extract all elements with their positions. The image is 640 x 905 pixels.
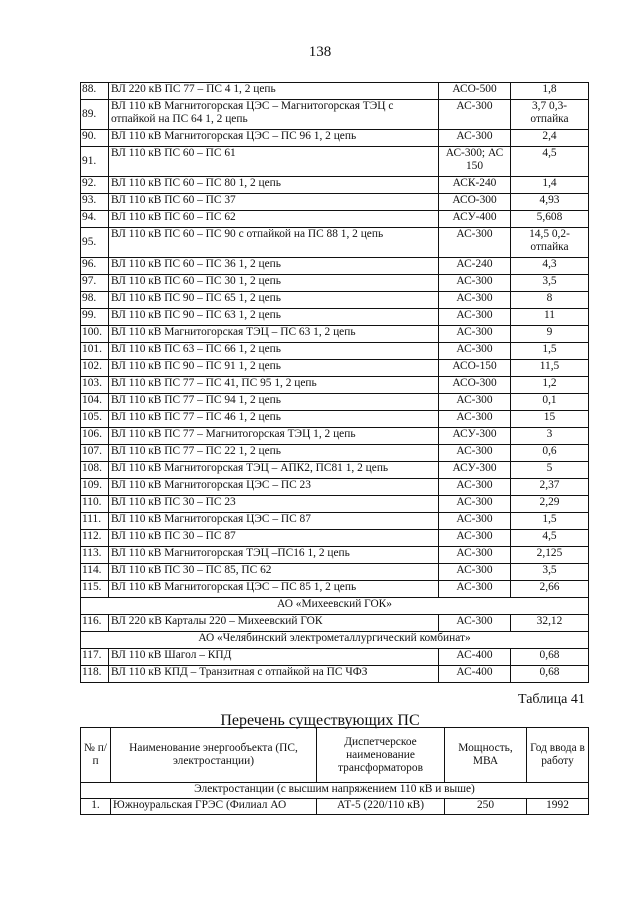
cell-wire: АС-300 bbox=[439, 130, 511, 147]
table-row bbox=[81, 343, 589, 360]
cell-name: ВЛ 110 кВ ПС 30 – ПС 23 bbox=[109, 496, 439, 513]
cell-wire: АС-300 bbox=[439, 343, 511, 360]
cell-name: ВЛ 110 кВ ПС 60 – ПС 80 1, 2 цепь bbox=[109, 177, 439, 194]
cell-name: ВЛ 110 кВ ПС 60 – ПС 37 bbox=[109, 194, 439, 211]
cell-num: 91. bbox=[81, 147, 109, 177]
substations-table bbox=[80, 727, 589, 815]
cell-length: 9 bbox=[511, 326, 589, 343]
cell-wire: АСУ-300 bbox=[439, 462, 511, 479]
table-row bbox=[81, 100, 589, 130]
cell-length: 3,7 0,3-отпайка bbox=[511, 100, 589, 130]
table-row bbox=[81, 411, 589, 428]
table-title: Перечень существующих ПС bbox=[220, 712, 420, 729]
cell-length: 4,5 bbox=[511, 147, 589, 177]
cell-name: ВЛ 220 кВ Карталы 220 – Михеевский ГОК bbox=[109, 615, 439, 632]
cell-name: ВЛ 110 кВ ПС 77 – ПС 94 1, 2 цепь bbox=[109, 394, 439, 411]
table-row bbox=[81, 547, 589, 564]
cell-length: 1,2 bbox=[511, 377, 589, 394]
cell-name: ВЛ 110 кВ ПС 90 – ПС 91 1, 2 цепь bbox=[109, 360, 439, 377]
cell-name: ВЛ 110 кВ ПС 77 – ПС 46 1, 2 цепь bbox=[109, 411, 439, 428]
cell-wire: АС-300 bbox=[439, 275, 511, 292]
cell-wire: АС-300 bbox=[439, 445, 511, 462]
table-row bbox=[81, 83, 589, 100]
cell-num: 89. bbox=[81, 100, 109, 130]
cell-wire: АС-300 bbox=[439, 411, 511, 428]
header-power: Мощность, МВА bbox=[445, 728, 527, 783]
cell-wire: АС-300 bbox=[439, 530, 511, 547]
cell-length: 2,125 bbox=[511, 547, 589, 564]
cell-name: Южноуральская ГРЭС (Филиал АО bbox=[111, 799, 317, 815]
table-row bbox=[81, 799, 589, 815]
cell-name: ВЛ 110 кВ ПС 77 – ПС 22 1, 2 цепь bbox=[109, 445, 439, 462]
table-row bbox=[81, 666, 589, 683]
table-row bbox=[81, 428, 589, 445]
power-lines-table bbox=[80, 82, 589, 683]
table-row bbox=[81, 326, 589, 343]
cell-name: ВЛ 110 кВ Магнитогорская ЦЭС – ПС 85 1, 2 цепь bbox=[109, 581, 439, 598]
cell-wire: АС-300 bbox=[439, 100, 511, 130]
cell-length: 3,5 bbox=[511, 564, 589, 581]
cell-name: ВЛ 110 кВ ПС 60 – ПС 62 bbox=[109, 211, 439, 228]
cell-name: ВЛ 110 кВ ПС 30 – ПС 85, ПС 62 bbox=[109, 564, 439, 581]
cell-num: 108. bbox=[81, 462, 109, 479]
cell-name: ВЛ 110 кВ Магнитогорская ТЭЦ –ПС16 1, 2 цепь bbox=[109, 547, 439, 564]
table-row bbox=[81, 445, 589, 462]
cell-wire: АСО-500 bbox=[439, 83, 511, 100]
cell-length: 3 bbox=[511, 428, 589, 445]
cell-num: 98. bbox=[81, 292, 109, 309]
cell-num: 90. bbox=[81, 130, 109, 147]
page-number: 138 bbox=[308, 44, 332, 60]
section-row bbox=[81, 598, 589, 615]
cell-wire: АСУ-400 bbox=[439, 211, 511, 228]
cell-name: ВЛ 110 кВ Шагол – КПД bbox=[109, 649, 439, 666]
cell-wire: АС-300 bbox=[439, 309, 511, 326]
cell-num: 92. bbox=[81, 177, 109, 194]
section-label: АО «Челябинский электрометаллургический комбинат» bbox=[81, 632, 589, 649]
cell-name: ВЛ 110 кВ Магнитогорская ТЭЦ – ПС 63 1, 2 цепь bbox=[109, 326, 439, 343]
cell-name: ВЛ 110 кВ Магнитогорская ТЭЦ – АПК2, ПС81 1, 2 цепь bbox=[109, 462, 439, 479]
table-row bbox=[81, 394, 589, 411]
table-row bbox=[81, 228, 589, 258]
table-row bbox=[81, 615, 589, 632]
cell-dispatch: АТ-5 (220/110 кВ) bbox=[317, 799, 445, 815]
table-row bbox=[81, 177, 589, 194]
cell-name: ВЛ 110 кВ КПД – Транзитная с отпайкой на ПС ЧФЗ bbox=[109, 666, 439, 683]
table-row bbox=[81, 360, 589, 377]
header-num: № п/п bbox=[81, 728, 111, 783]
cell-wire: АС-300 bbox=[439, 228, 511, 258]
cell-num: 106. bbox=[81, 428, 109, 445]
group-label: Электростанции (с высшим напряжением 110 кВ и выше) bbox=[81, 783, 589, 799]
table-header-row bbox=[81, 728, 589, 783]
cell-name: ВЛ 220 кВ ПС 77 – ПС 4 1, 2 цепь bbox=[109, 83, 439, 100]
cell-length: 1,4 bbox=[511, 177, 589, 194]
section-row bbox=[81, 632, 589, 649]
cell-wire: АСО-300 bbox=[439, 194, 511, 211]
table-row bbox=[81, 275, 589, 292]
cell-wire: АС-300; АС 150 bbox=[439, 147, 511, 177]
cell-length: 5,608 bbox=[511, 211, 589, 228]
cell-name: ВЛ 110 кВ ПС 30 – ПС 87 bbox=[109, 530, 439, 547]
table-row bbox=[81, 194, 589, 211]
cell-num: 95. bbox=[81, 228, 109, 258]
cell-year: 1992 bbox=[527, 799, 589, 815]
table-row bbox=[81, 530, 589, 547]
group-row bbox=[81, 783, 589, 799]
cell-num: 94. bbox=[81, 211, 109, 228]
cell-name: ВЛ 110 кВ ПС 77 – Магнитогорская ТЭЦ 1, 2 цепь bbox=[109, 428, 439, 445]
table-row bbox=[81, 462, 589, 479]
cell-name: ВЛ 110 кВ Магнитогорская ЦЭС – ПС 87 bbox=[109, 513, 439, 530]
cell-num: 118. bbox=[81, 666, 109, 683]
cell-power: 250 bbox=[445, 799, 527, 815]
cell-num: 99. bbox=[81, 309, 109, 326]
cell-name: ВЛ 110 кВ Магнитогорская ЦЭС – Магнитогорская ТЭЦ с отпайкой на ПС 64 1, 2 цепь bbox=[109, 100, 439, 130]
cell-length: 1,8 bbox=[511, 83, 589, 100]
cell-name: ВЛ 110 кВ ПС 60 – ПС 30 1, 2 цепь bbox=[109, 275, 439, 292]
cell-wire: АСО-150 bbox=[439, 360, 511, 377]
cell-length: 1,5 bbox=[511, 513, 589, 530]
cell-num: 96. bbox=[81, 258, 109, 275]
cell-length: 2,4 bbox=[511, 130, 589, 147]
cell-num: 102. bbox=[81, 360, 109, 377]
cell-length: 2,66 bbox=[511, 581, 589, 598]
section-label: АО «Михеевский ГОК» bbox=[81, 598, 589, 615]
table-row bbox=[81, 479, 589, 496]
cell-wire: АС-300 bbox=[439, 513, 511, 530]
cell-length: 4,93 bbox=[511, 194, 589, 211]
cell-num: 110. bbox=[81, 496, 109, 513]
cell-wire: АС-400 bbox=[439, 649, 511, 666]
cell-wire: АС-300 bbox=[439, 581, 511, 598]
cell-name: ВЛ 110 кВ ПС 90 – ПС 65 1, 2 цепь bbox=[109, 292, 439, 309]
table-row bbox=[81, 649, 589, 666]
table-row bbox=[81, 564, 589, 581]
cell-num: 97. bbox=[81, 275, 109, 292]
cell-wire: АС-300 bbox=[439, 564, 511, 581]
cell-num: 113. bbox=[81, 547, 109, 564]
cell-length: 14,5 0,2-отпайка bbox=[511, 228, 589, 258]
cell-name: ВЛ 110 кВ ПС 60 – ПС 90 с отпайкой на ПС 88 1, 2 цепь bbox=[109, 228, 439, 258]
cell-wire: АС-300 bbox=[439, 292, 511, 309]
table-row bbox=[81, 292, 589, 309]
cell-length: 15 bbox=[511, 411, 589, 428]
cell-num: 117. bbox=[81, 649, 109, 666]
cell-num: 1. bbox=[81, 799, 111, 815]
cell-wire: АС-400 bbox=[439, 666, 511, 683]
cell-name: ВЛ 110 кВ Магнитогорская ЦЭС – ПС 23 bbox=[109, 479, 439, 496]
cell-num: 93. bbox=[81, 194, 109, 211]
cell-num: 111. bbox=[81, 513, 109, 530]
table-row bbox=[81, 309, 589, 326]
table-row bbox=[81, 211, 589, 228]
cell-wire: АС-300 bbox=[439, 394, 511, 411]
table-row bbox=[81, 377, 589, 394]
cell-length: 4,3 bbox=[511, 258, 589, 275]
table-row bbox=[81, 581, 589, 598]
cell-length: 0,68 bbox=[511, 666, 589, 683]
cell-wire: АС-300 bbox=[439, 479, 511, 496]
cell-name: ВЛ 110 кВ ПС 90 – ПС 63 1, 2 цепь bbox=[109, 309, 439, 326]
cell-wire: АСУ-300 bbox=[439, 428, 511, 445]
cell-length: 2,37 bbox=[511, 479, 589, 496]
cell-num: 116. bbox=[81, 615, 109, 632]
cell-name: ВЛ 110 кВ ПС 60 – ПС 61 bbox=[109, 147, 439, 177]
cell-wire: АС-300 bbox=[439, 615, 511, 632]
cell-num: 101. bbox=[81, 343, 109, 360]
cell-num: 100. bbox=[81, 326, 109, 343]
cell-wire: АС-240 bbox=[439, 258, 511, 275]
cell-num: 105. bbox=[81, 411, 109, 428]
cell-wire: АС-300 bbox=[439, 547, 511, 564]
header-name: Наименование энергообъекта (ПС, электростанции) bbox=[111, 728, 317, 783]
cell-num: 114. bbox=[81, 564, 109, 581]
header-year: Год ввода в работу bbox=[527, 728, 589, 783]
cell-num: 88. bbox=[81, 83, 109, 100]
table-label: Таблица 41 bbox=[518, 692, 585, 707]
cell-name: ВЛ 110 кВ Магнитогорская ЦЭС – ПС 96 1, 2 цепь bbox=[109, 130, 439, 147]
cell-length: 3,5 bbox=[511, 275, 589, 292]
cell-length: 0,1 bbox=[511, 394, 589, 411]
cell-length: 8 bbox=[511, 292, 589, 309]
cell-name: ВЛ 110 кВ ПС 63 – ПС 66 1, 2 цепь bbox=[109, 343, 439, 360]
cell-num: 109. bbox=[81, 479, 109, 496]
table-row bbox=[81, 147, 589, 177]
table-row bbox=[81, 496, 589, 513]
cell-length: 5 bbox=[511, 462, 589, 479]
cell-length: 32,12 bbox=[511, 615, 589, 632]
cell-wire: АС-300 bbox=[439, 326, 511, 343]
header-dispatch: Диспетчерское наименование трансформаторов bbox=[317, 728, 445, 783]
cell-wire: АСК-240 bbox=[439, 177, 511, 194]
cell-length: 0,6 bbox=[511, 445, 589, 462]
cell-length: 11,5 bbox=[511, 360, 589, 377]
cell-length: 0,68 bbox=[511, 649, 589, 666]
cell-num: 115. bbox=[81, 581, 109, 598]
cell-num: 112. bbox=[81, 530, 109, 547]
cell-num: 107. bbox=[81, 445, 109, 462]
cell-length: 4,5 bbox=[511, 530, 589, 547]
cell-wire: АС-300 bbox=[439, 496, 511, 513]
cell-length: 1,5 bbox=[511, 343, 589, 360]
cell-length: 11 bbox=[511, 309, 589, 326]
cell-name: ВЛ 110 кВ ПС 77 – ПС 41, ПС 95 1, 2 цепь bbox=[109, 377, 439, 394]
cell-length: 2,29 bbox=[511, 496, 589, 513]
table-row bbox=[81, 513, 589, 530]
table-row bbox=[81, 130, 589, 147]
cell-name: ВЛ 110 кВ ПС 60 – ПС 36 1, 2 цепь bbox=[109, 258, 439, 275]
table-row bbox=[81, 258, 589, 275]
cell-num: 103. bbox=[81, 377, 109, 394]
cell-num: 104. bbox=[81, 394, 109, 411]
cell-wire: АСО-300 bbox=[439, 377, 511, 394]
